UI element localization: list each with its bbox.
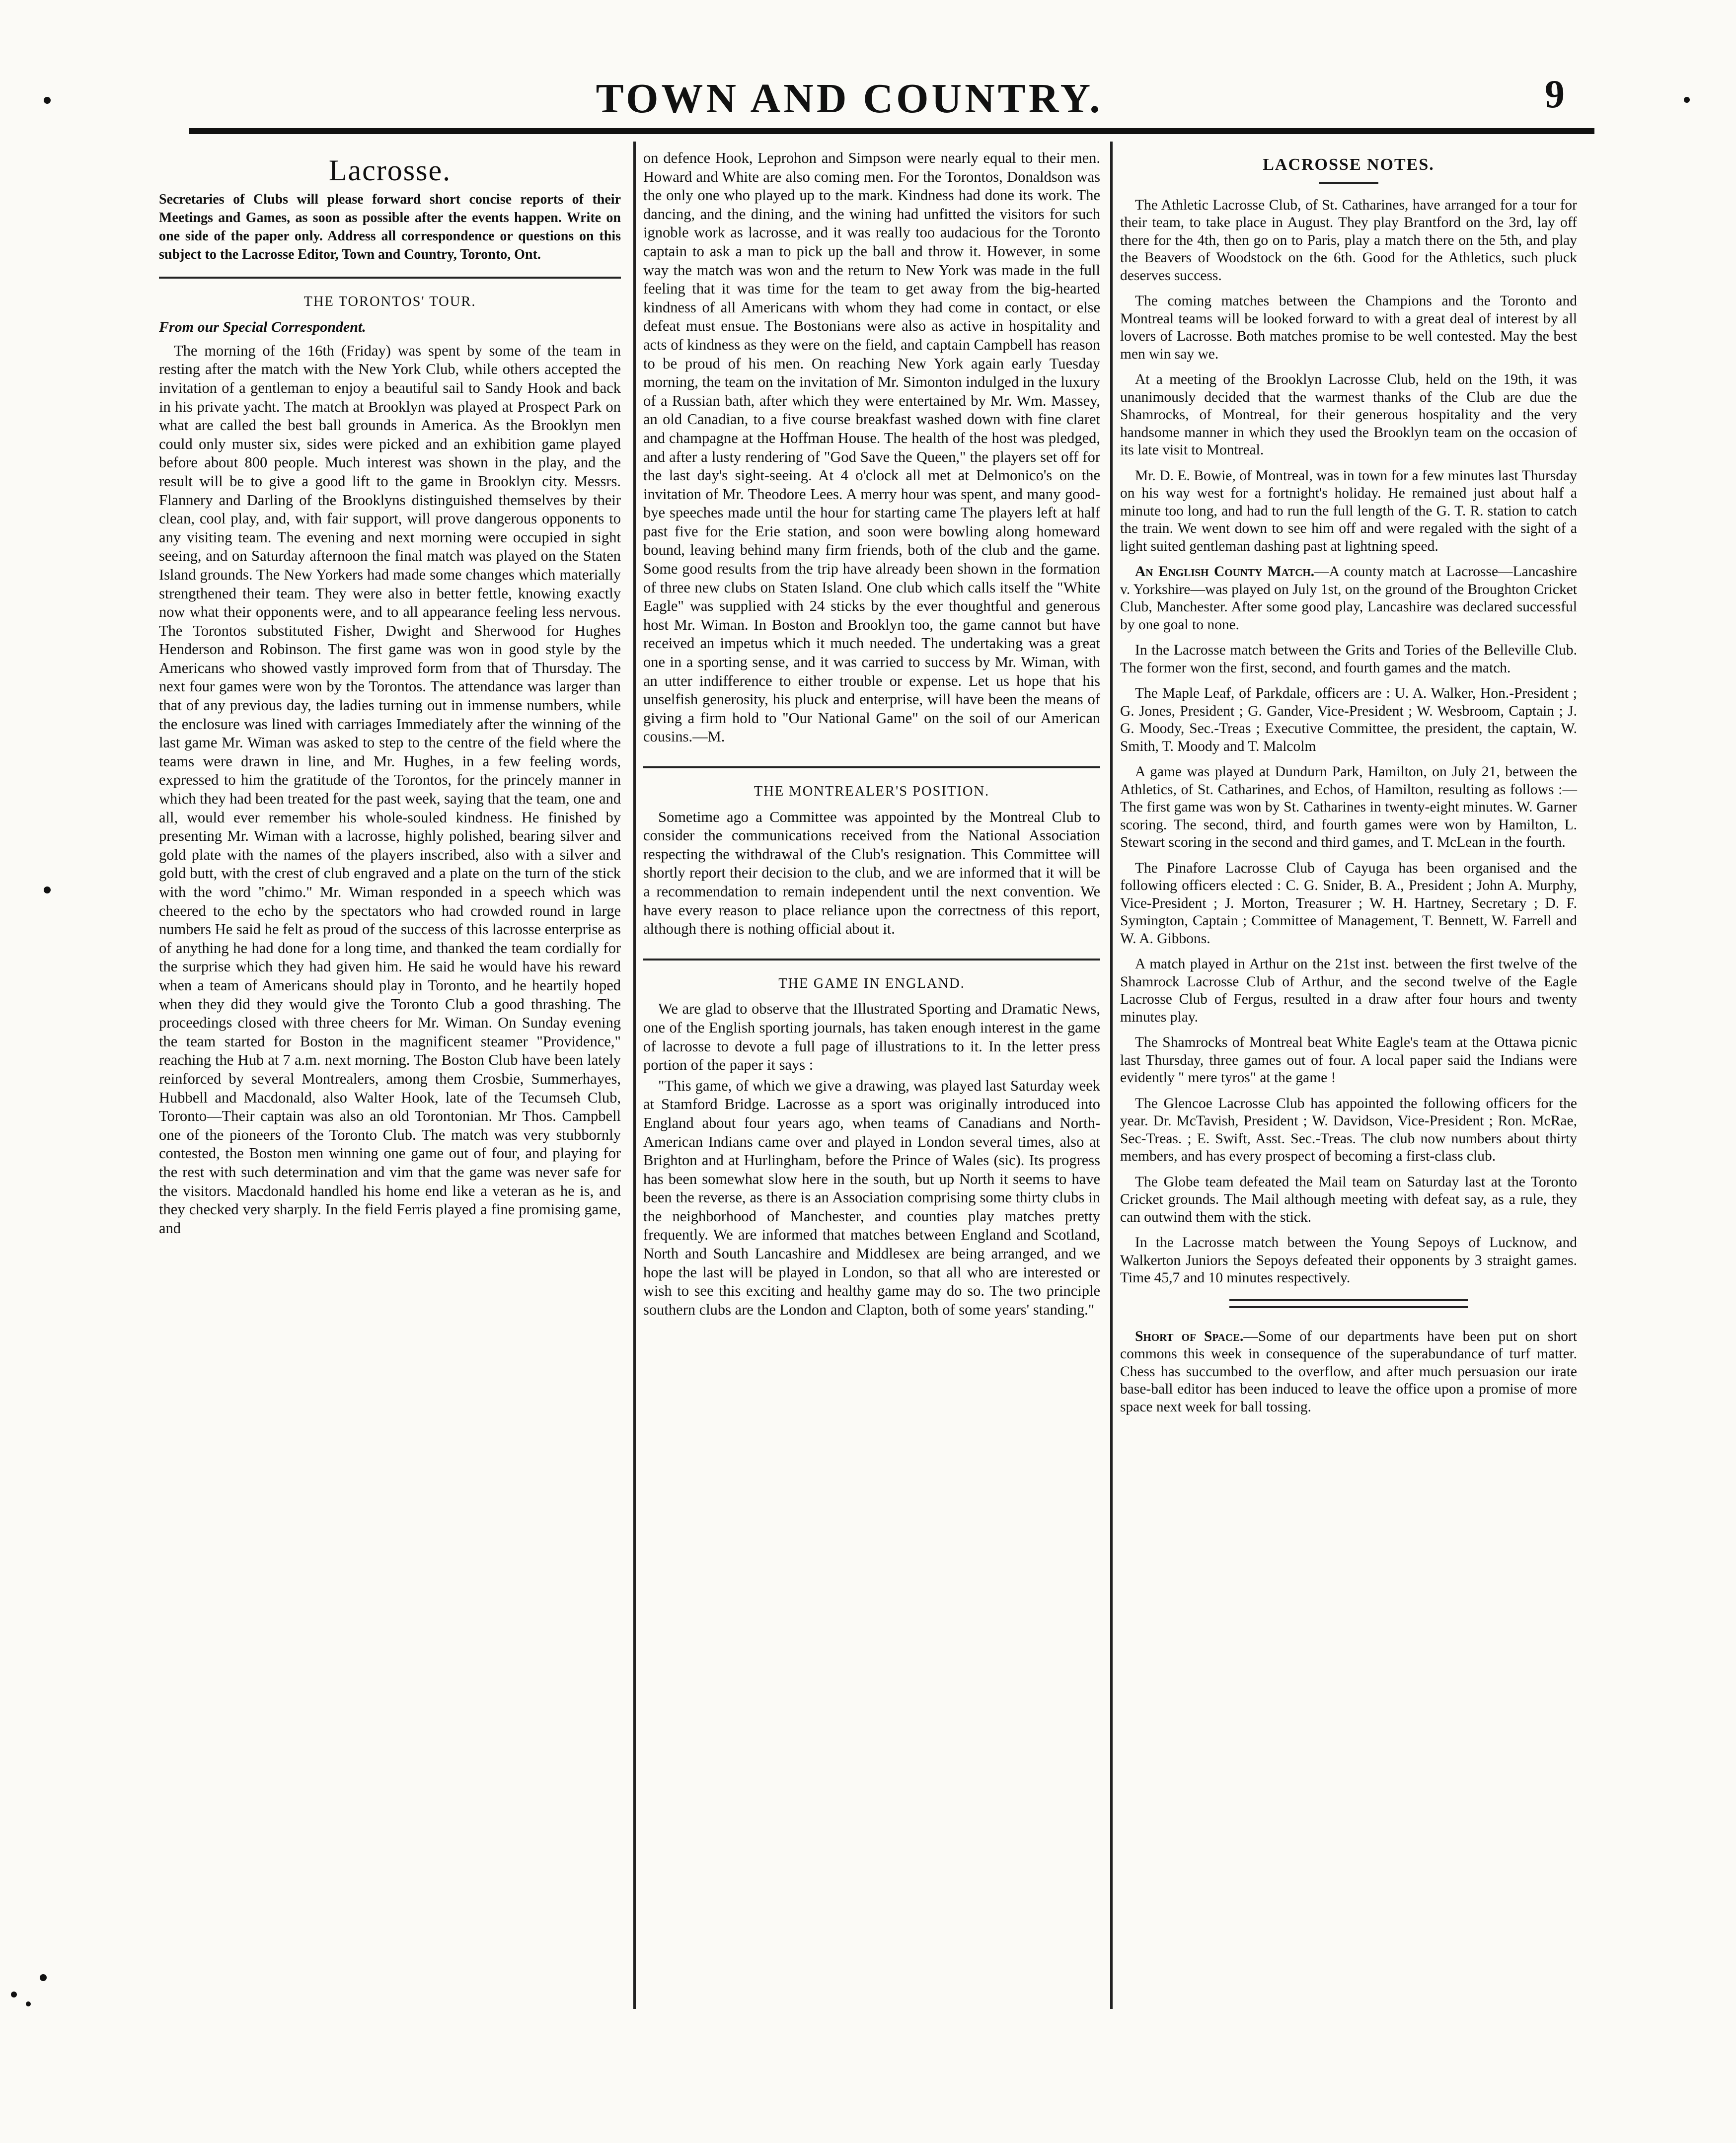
note-lead: An English County Match. xyxy=(1135,564,1315,580)
article-heading: THE GAME IN ENGLAND. xyxy=(643,959,1100,993)
article-paragraph: The morning of the 16th (Friday) was spent by some of the team in resting after the match with the New York Club, while others accepted the invitation of a gentleman to enjoy a beautiful sail to Sandy Hook and back in his private yacht. The match at Brooklyn was played at Prospect Park on what are called the best ball grounds in America. As the Brooklyn men could only muster six, sides were picked and an exhibition game played before about 800 people. Much interest was shown in the play, and the result will be to give a good lift to the game in Brooklyn city. Messrs. Flannery and Darling of the Brooklyns distinguished themselves by their clean, cool play, and, with fair support, will prove dangerous opponents to any visiting team. The evening and next morning were occupied in sight seeing, and on Saturday afternoon the final match was played on the Staten Island grounds. The New Yorkers had made some changes which materially strengthened their team. They were also in better fettle, knowing exactly now what their opponents were, and to all appearance feeling less nervous. The Torontos substituted Fisher, Dwight and Sherwood for Hughes Henderson and Robinson. The first game was won in good style by the Americans who showed vastly improved form from that of Thursday. The next four games were won by the Torontos. The attendance was larger than that of any previous day, the ladies turning out in immense numbers, while the enclosure was lined with carriages Immediately after the winning of the last game Mr. Wiman was asked to step to the centre of the field where the teams were drawn in line, and Mr. Hughes, in a few feeling words, expressed to him the gratitude of the Torontos, for the princely manner in which they had been treated for the past week, saying that the team, one and all, would ever remember his whole-souled kindness. He finished by presenting Mr. Wiman with a lacrosse, highly polished, bearing silver and gold plate with the names of the players inscribed, also with a silver and gold butt, with the crest of club engraved and a plate on the turn of the stick with the word "chimo." Mr. Wiman responded in a speech which was cheered to the echo by the spectators who had crowded round in large numbers He said he felt as proud of the success of this lacrosse enterprise as of anything he had done for a long time, and thanked the team cordially for the surprise which they had given him. He said he would have his reward when a team of Americans should play in Toronto, and he heartily hoped when they did they would give the Toronto Club a good thrashing. The proceedings closed with three cheers for Mr. Wiman. On Sunday evening the team started for Boston in the magnificent steamer "Providence," reaching the Hub at 7 a.m. next morning. The Boston Club have been lately reinforced by several Montrealers, among them Crosbie, Summerhayes, Hubbell and Macdonald, also Walter Hook, late of the Tecumseh Club, Toronto—Their captain was also an old Torontonian. Mr Thos. Campbell one of the pioneers of the Toronto Club. The match was very stubbornly contested, the Boston men winning one game out of four, and playing for the rest with such determination and vim that the game was never safe for the visitors. Macdonald handled his home end like a veteran as he is, and they checked very sharply. In the field Ferris played a fine promising game, and xyxy=(159,342,621,1237)
section-title: LACROSSE NOTES. xyxy=(1263,155,1434,174)
scan-speck xyxy=(1684,97,1690,103)
article-heading: THE TORONTOS' TOUR. xyxy=(159,277,621,311)
note-item: Mr. D. E. Bowie, of Montreal, was in town for a few minutes last Thursday on his way west for a fortnight's holiday. He remained just about half a minute too long, and had to run the full length of the G. T. R. station to catch the train. We went down to see him off and were regaled with the sight of a light suited gentleman dashing past at lightning speed. xyxy=(1120,467,1577,554)
note-item: In the Lacrosse match between the Young Sepoys of Lucknow, and Walkerton Juniors the Sepoys defeated their opponents by 3 straight games. Time 45,7 and 10 minutes respectively. xyxy=(1120,1235,1577,1286)
note-item xyxy=(1120,1328,1577,1416)
note-lead: Short of Space. xyxy=(1135,1328,1244,1344)
scan-speck xyxy=(26,2001,31,2006)
scan-speck xyxy=(44,887,51,893)
note-item: The coming matches between the Champions and the Toronto and Montreal teams will be looked forward to with a great deal of interest by all lovers of Lacrosse. Both matches promise to be well contested. May the best men win say we. xyxy=(1120,293,1577,362)
section-divider xyxy=(1229,1299,1468,1308)
editorial-notice: Secretaries of Clubs will please forward short concise reports of their Meetings and Games, as soon as possible after the events happen. Write on one side of the paper only. Address all correspondence or questions on this subject to the Lacrosse Editor, Town and Country, Toronto, Ont. xyxy=(159,191,621,262)
section-title: Lacrosse. xyxy=(328,154,452,187)
note-item: At a meeting of the Brooklyn Lacrosse Club, held on the 19th, it was unanimously decided that the warmest thanks of the Club are due the Shamrocks, of Montreal, for their generous hospitality and the very handsome manner in which they used the Brooklyn team on the occasion of its late visit to Montreal. xyxy=(1120,371,1577,458)
article-heading: THE MONTREALER'S POSITION. xyxy=(643,766,1100,801)
article-paragraph: We are glad to observe that the Illustrated Sporting and Dramatic News, one of the English sporting journals, has taken enough interest in the game of lacrosse to devote a full page of illustrations to it. In the letter press portion of the paper it says : xyxy=(643,1000,1100,1074)
note-item: In the Lacrosse match between the Grits and Tories of the Belleville Club. The former won the first, second, and fourth games and the match. xyxy=(1120,642,1577,676)
article-quote: "This game, of which we give a drawing, was played last Saturday week at Stamford Bridge. Lacrosse as a sport was originally introduced into England about four years ago, when teams of Canadians and North-American Indians came over and played in London several times, also at Brighton and at Hurlingham, before the Prince of Wales (sic). Its progress has been somewhat slow here in the south, but up North it seems to have been the reverse, as there is an Association comprising some thirty clubs in the neighborhood of Manchester, and counties play matches pretty frequently. We are informed that matches between England and Scotland, North and South Lancashire and Middlesex are being arranged, and we hope the last will be played in London, so that all who are interested or wish to see this exciting and healthy game may do so. The two principle southern clubs are the London and Clapton, both of some years' standing." xyxy=(643,1077,1100,1318)
newspaper-title: TOWN AND COUNTRY. xyxy=(596,75,1103,122)
article-paragraph: on defence Hook, Leprohon and Simpson were nearly equal to their men. Howard and White are also coming men. For the Torontos, Donaldson was the only one who played up to the mark. Kindness had done its work. The dancing, and the dining, and the wining had unfitted the visitors for such ignoble work as lacrosse, and it was really too audacious for the Toronto captain to ask a man to pick up the ball and throw it. However, in some way the match was won and the return to New York was made in the full feeling that it was time for the team to get away from the big-hearted kindness of all Americans with whom they had come in contact, or else defeat must ensue. The Bostonians were also as active in hospitality and acts of kindness as they were on the field, and captain Campbell has reason to be proud of his men. On reaching New York again early Tuesday morning, the team on the invitation of Mr. Simonton indulged in the luxury of a Russian bath, after which they were entertained by Mr. Wm. Massey, an old Canadian, to a five course breakfast washed down with fine claret and champagne at the Hoffman House. The health of the host was pledged, and after a lusty rendering of "God Save the Queen," the players set off for the last day's sight-seeing. At 4 o'clock all met at Delmonico's on the invitation of Mr. Theodore Lees. A merry hour was spent, and many good-bye speeches made until the hour for starting came The players left at half past five for the Erie station, and soon were bowling along homeward bound, leaving behind many firm friends, both of the club and the game. Some good results from the trip have already been shown in the formation of three new clubs on Staten Island. One club which calls itself the "White Eagle" was supplied with 24 sticks by the ever thoughtful and generous host Mr. Wiman. In Boston and Brooklyn too, the game cannot but have received an impetus which it much needed. The undertaking was a great one in a sporting sense, and it was carried to success by Mr. Wiman, with an utter indifference to either trouble or expense. Let us hope that his unselfish generosity, his pluck and enterprise, will have been the means of giving a firm hold to "Our National Game" on the soil of our American cousins.—M. xyxy=(643,149,1100,745)
note-item: The Shamrocks of Montreal beat White Eagle's team at the Ottawa picnic last Thursday, three games out of four. A local paper said the Indians were evidently " mere tyros" at the game ! xyxy=(1120,1035,1577,1086)
article-paragraph: Sometime ago a Committee was appointed by the Montreal Club to consider the communications received from the National Association respecting the withdrawal of the Club's resignation. This Committee will shortly report their decision to the club, and we are informed that it will be a recommendation to remain independent until the next convention. We have every reason to place reliance upon the correctness of this report, although there is nothing official about it. xyxy=(643,808,1100,938)
note-item xyxy=(1120,563,1577,634)
scan-speck xyxy=(11,1992,17,1997)
note-text: —A county match at Lacrosse—Lancashire v. Yorkshire—was played on July 1st, on the ground of the Broughton Cricket Club, Manchester. After some good play, Lancashire was declared successful by one goal to none. xyxy=(1120,564,1577,633)
note-text: —Some of our departments have been put on short commons this week in consequence of the superabundance of turf matter. Chess has succumbed to the overflow, and after much persuasion our irate base-ball editor has been induced to leave the office upon a promise of more space next week for ball tossing. xyxy=(1120,1328,1578,1415)
title-rule xyxy=(1319,182,1378,184)
masthead-rule xyxy=(189,128,1594,134)
scan-speck xyxy=(44,97,51,104)
note-item: A match played in Arthur on the 21st inst. between the first twelve of the Shamrock Lacrosse Club of Arthur, and the second twelve of the Eagle Lacrosse Club of Fergus, resulted in a draw after four hours and twenty minutes play. xyxy=(1120,956,1577,1025)
note-item: The Athletic Lacrosse Club, of St. Catharines, have arranged for a tour for their team, to take place in August. They play Brantford on the 3rd, lay off there for the 4th, then go on to Paris, play a match there on the 5th, and play the Beavers of Woodstock on the 6th. Good for the Athletics, such pluck deserves success. xyxy=(1120,197,1577,284)
column-divider-1 xyxy=(633,142,636,2009)
column-3 xyxy=(1120,149,1577,1424)
note-item: The Pinafore Lacrosse Club of Cayuga has been organised and the following officers elected : C. G. Snider, B. A., President ; John A. Murphy, Vice-President ; J. Morton, Treasurer ; W. H. Hartney, Secretary ; D. F. Symington, Captain ; Committee of Management, T. Bennett, W. Farrell and W. A. Gibbons. xyxy=(1120,860,1577,947)
column-2 xyxy=(643,149,1100,1321)
scan-speck xyxy=(40,1974,47,1981)
masthead xyxy=(189,73,1565,124)
note-item: A game was played at Dundurn Park, Hamilton, on July 21, between the Athletics, of St. Catharines, and Echos, of Hamilton, resulting as follows :—The first game was won by St. Catharines in twenty-eight minutes. W. Garner scoring. The second, third, and fourth games were won by Hamilton, L. Stewart scoring in the second and third games, and T. McLean in the fourth. xyxy=(1120,764,1577,850)
note-item: The Glencoe Lacrosse Club has appointed the following officers for the year. Dr. McTavish, President ; W. Davidson, Vice-President ; Ron. McRae, Sec-Treas. ; E. Swift, Asst. Sec.-Treas. The club now numbers about thirty members, and has every prospect of becoming a first-class club. xyxy=(1120,1095,1577,1164)
note-item: The Maple Leaf, of Parkdale, officers are : U. A. Walker, Hon.-President ; G. Jones, President ; G. Gander, Vice-President ; W. Wesbroom, Captain ; J. G. Moody, Sec.-Treas ; Executive Committee, the president, the captain, W. Smith, T. Moody and T. Malcolm xyxy=(1120,685,1577,754)
byline: From our Special Correspondent. xyxy=(159,319,366,336)
column-divider-2 xyxy=(1110,142,1113,2009)
page-number: 9 xyxy=(1545,73,1565,116)
note-item: The Globe team defeated the Mail team on Saturday last at the Toronto Cricket grounds. The Mail although meeting with defeat say, as a rule, they can outwind them with the stick. xyxy=(1120,1174,1577,1225)
column-1 xyxy=(159,149,621,1240)
